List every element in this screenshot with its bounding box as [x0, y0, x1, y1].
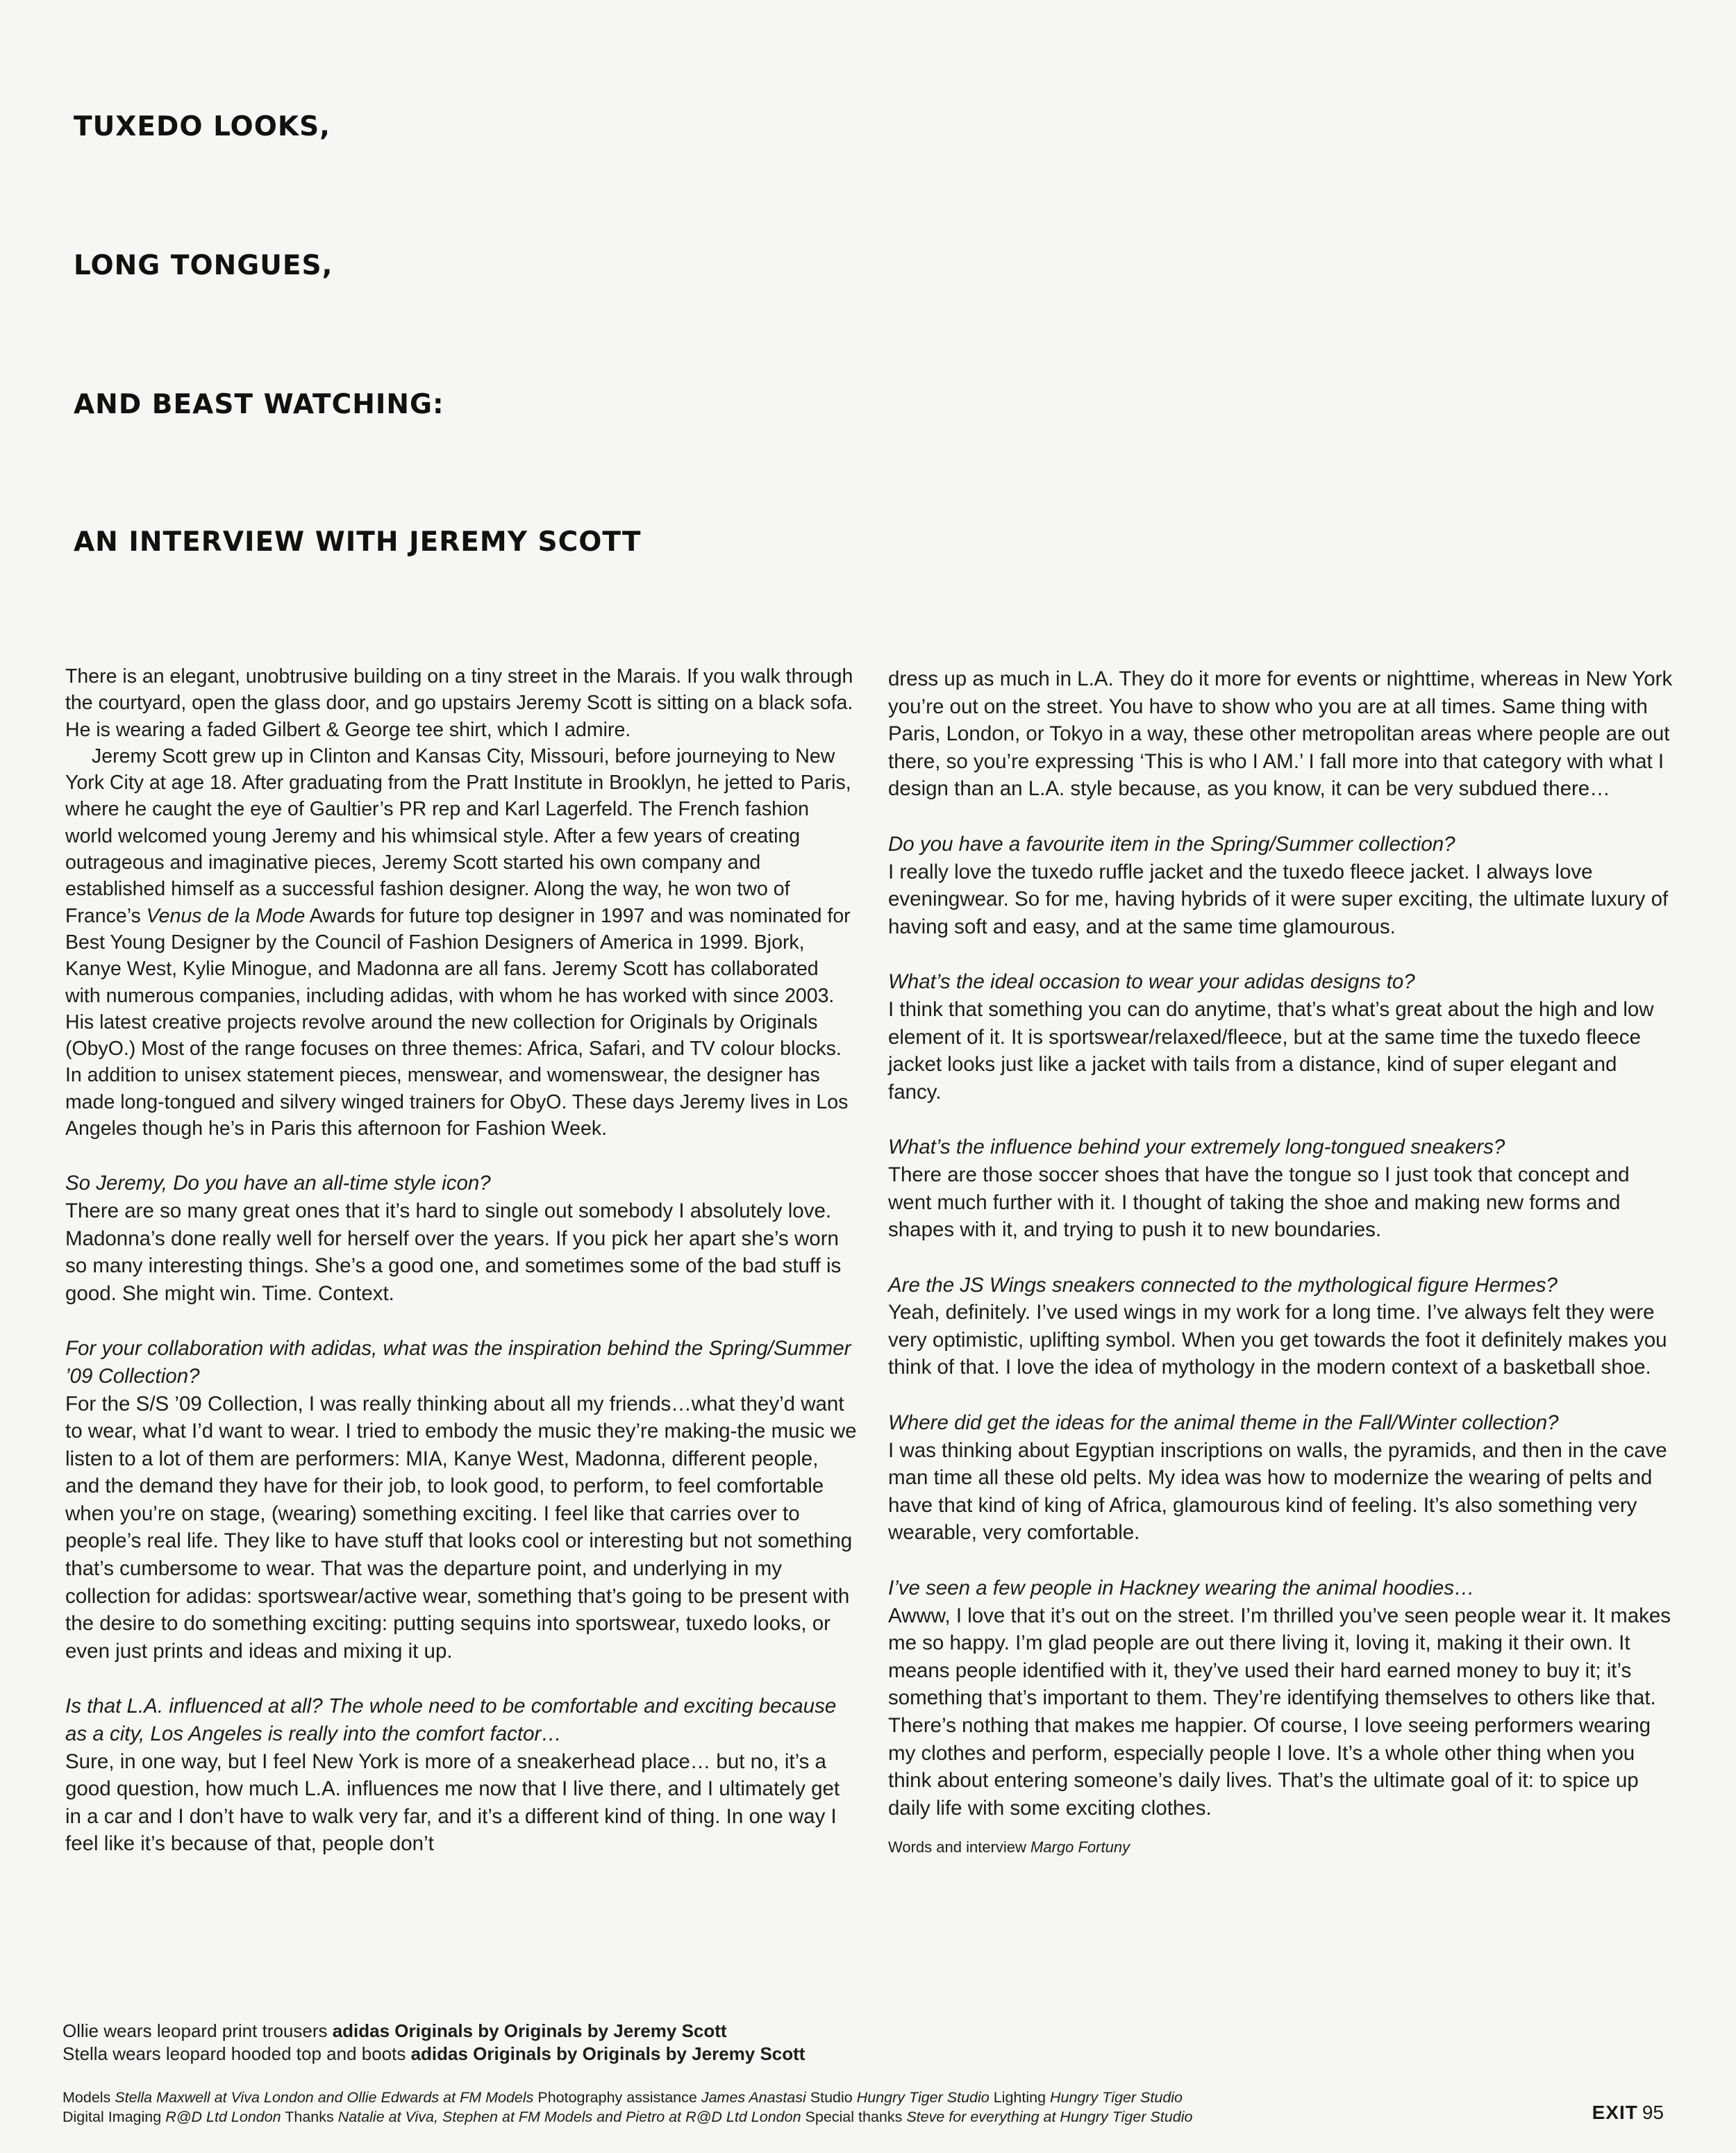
- byline-label: Words and interview: [888, 1838, 1031, 1856]
- intro-paragraph-1: There is an elegant, unobtrusive building on a tiny street in the Marais. If you walk through the courtyard, open the glass door, and go upstairs Jeremy Scott is sitting on a black sofa. He is wearing a faded Gilbert & George tee shirt, which I admire.: [65, 665, 853, 741]
- credit-value: Steve for everything at Hungry Tiger Studio: [906, 2109, 1193, 2125]
- credit-label: Models: [62, 2089, 115, 2106]
- caption-stella: [62, 2043, 1035, 2065]
- headline-line-1: TUXEDO LOOKS,: [74, 111, 331, 142]
- folio: [1592, 2102, 1664, 2124]
- credit-value: Hungry Tiger Studio: [1050, 2089, 1183, 2106]
- question-3: Is that L.A. influenced at all? The whole need to be comfortable and exciting because as a city, Los Angeles is really into the comfort factor…: [65, 1695, 837, 1746]
- headline-line-3: AND BEAST WATCHING:: [74, 389, 444, 420]
- credit-value: R@D Ltd London: [165, 2109, 281, 2125]
- question-6: What’s the influence behind your extremely long-tongued sneakers?: [888, 1136, 1505, 1159]
- byline-author: Margo Fortuny: [1030, 1838, 1130, 1856]
- answer-8: I was thinking about Egyptian inscriptions on walls, the pyramids, and then in the cave man time all these old pelts. My idea was how to modernize the wearing of pelts and have that kind of king of Africa, glamourous kind of feeling. It’s also something very wearable, very comfortable.: [888, 1438, 1667, 1545]
- credit-value: James Anastasi: [701, 2089, 806, 2106]
- award-name: Venus de la Mode: [146, 904, 306, 927]
- question-4: Do you have a favourite item in the Spring/Summer collection?: [888, 832, 1455, 856]
- answer-1: There are so many great ones that it’s hard to single out somebody I absolutely love. Madonna’s done really well for herself over the years. If you pick her apart she’s worn so many interesting things. She’s a good one, and sometimes some of the bad stuff is good. She might win. Time. Context.: [65, 1199, 842, 1305]
- credit-label: Digital Imaging: [62, 2109, 166, 2125]
- credit-value: Natalie at Viva, Stephen at FM Models and Pietro at R@D Ltd London: [337, 2109, 801, 2125]
- headline-line-2: LONG TONGUES,: [74, 250, 333, 281]
- question-2: For your collaboration with adidas, what was the inspiration behind the Spring/Summer ’09 Collection?: [65, 1337, 851, 1388]
- intro: [65, 663, 857, 1142]
- answer-6: There are those soccer shoes that have the tongue so I just took that concept and went much further with it. I thought of taking the shoe and making new forms and shapes with it, and trying to push it to new boundaries.: [888, 1163, 1630, 1242]
- answer-7: Yeah, definitely. I’ve used wings in my work for a long time. I’ve always felt they were very optimistic, uplifting symbol. When you get towards the foot it definitely makes you think of that. I love the idea of mythology in the modern context of a basketball shoe.: [888, 1301, 1667, 1379]
- credit-value: Hungry Tiger Studio: [856, 2089, 990, 2106]
- question-1: So Jeremy, Do you have an all-time style icon?: [65, 1172, 491, 1195]
- left-column: [65, 663, 857, 1858]
- answer-3: Sure, in one way, but I feel New York is more of a sneakerhead place… but no, it’s a good question, how much L.A. influences me now that I live there, and I ultimately get in a car and I don’t have to walk very far, and it’s a different kind of thing. In one way I feel like it’s because of that, people don’t: [65, 1749, 840, 1856]
- credit-value: Stella Maxwell at Viva London and Ollie Edwards at FM Models: [115, 2089, 534, 2106]
- credits-line-1: [62, 2088, 1521, 2107]
- answer-9: Awww, I love that it’s out on the street. I’m thrilled you’ve seen people wear it. It makes me so happy. I’m glad people are out there living it, loving it, making it their own. It means people identified with it, they’ve used their hard earned money to buy it; it’s something that’s important to them. They’re identifying themselves to others like that. There’s nothing that makes me happier. Of course, I love seeing performers wearing my clothes and perform, especially people I love. It’s a whole other thing when you think about entering someone’s daily lives. That’s the ultimate goal of it: to spice up daily life with some exciting clothes.: [888, 1604, 1671, 1820]
- credit-label: Special thanks: [801, 2109, 907, 2125]
- right-column: [888, 665, 1673, 1858]
- byline: [888, 1837, 1673, 1858]
- page-number: 95: [1642, 2102, 1664, 2123]
- intro-paragraph-2: [65, 743, 857, 1142]
- credit-label: Thanks: [281, 2109, 338, 2125]
- credits-line-2: [62, 2107, 1521, 2127]
- caption-ollie: [62, 2020, 1035, 2043]
- credits: [62, 2088, 1521, 2127]
- caption-ollie-brand: adidas Originals by Originals by Jeremy Scott: [332, 2020, 727, 2041]
- intro-p2-end: Awards for future top designer in 1997 and was nominated for Best Young Designer by the Council of Fashion Designers of America in 1999. Bjork, Kanye West, Kylie Minogue, and Madonna are all fans. Jeremy Scott has collaborated with numerous companies, including adidas, with whom he has worked with since 2003. His latest creative projects revolve around the new collection for Originals by Originals (ObyO.) Most of the range focuses on three themes: Africa, Safari, and TV colour blocks. In addition to unisex statement pieces, menswear, and womenswear, the designer has made long-tongued and silvery winged trainers for ObyO. These days Jeremy lives in Los Angeles though he’s in Paris this afternoon for Fashion Week.: [65, 904, 851, 1140]
- answer-5: I think that something you can do anytime, that’s what’s great about the high and low element of it. It is sportswear/relaxed/fleece, but at the same time the tuxedo fleece jacket looks just like a jacket with tails from a distance, kind of super elegant and fancy.: [888, 997, 1654, 1104]
- caption-ollie-text: Ollie wears leopard print trousers: [62, 2020, 333, 2041]
- caption-stella-brand: adidas Originals by Originals by Jeremy Scott: [410, 2043, 806, 2064]
- credit-label: Photography assistance: [533, 2089, 701, 2106]
- magazine-name: EXIT: [1592, 2102, 1638, 2123]
- answer-2: For the S/S ’09 Collection, I was really thinking about all my friends…what they’d want to wear, what I’d want to wear. I tried to embody the music they’re making-the music we listen to a lot of them are performers: MIA, Kanye West, Madonna, different people, and the demand they have for their job, to look good, to perform, to feel comfortable when you’re on stage, (wearing) something exciting. I feel like that carries over to people’s real life. They like to have stuff that looks cool or interesting but not something that’s cumbersome to wear. That was the departure point, and underlying in my collection for adidas: sportswear/active wear, something that’s going to be present with the desire to do something exciting: putting sequins into sportswear, tuxedo looks, or even just prints and ideas and mixing it up.: [65, 1392, 857, 1663]
- question-8: Where did get the ideas for the animal theme in the Fall/Winter collection?: [888, 1411, 1559, 1435]
- question-7: Are the JS Wings sneakers connected to the mythological figure Hermes?: [888, 1273, 1558, 1297]
- question-5: What’s the ideal occasion to wear your adidas designs to?: [888, 970, 1415, 994]
- photo-captions: [62, 2020, 1035, 2065]
- credit-label: Studio: [806, 2089, 857, 2106]
- answer-3-continued: dress up as much in L.A. They do it more for events or nighttime, whereas in New York you’re out on the street. You have to show who you are at all times. Same thing with Paris, London, or Tokyo in a way, these other metropolitan areas where people are out there, so you’re expressing ‘This is who I AM.’ I fall more into that category with what I design than an L.A. style because, as you know, it can be very subdued there…: [888, 667, 1673, 801]
- caption-stella-text: Stella wears leopard hooded top and boots: [62, 2043, 411, 2064]
- intro-p2-start: Jeremy Scott grew up in Clinton and Kansas City, Missouri, before journeying to New York City at age 18. After graduating from the Pratt Institute in Brooklyn, he jetted to Paris, where he caught the eye of Gaultier’s PR rep and Karl Lagerfeld. The French fashion world welcomed young Jeremy and his whimsical style. After a few years of creating outrageous and imaginative pieces, Jeremy Scott started his own company and established himself as a successful fashion designer. Along the way, he won two of France’s: [65, 745, 851, 927]
- credit-label: Lighting: [989, 2089, 1050, 2106]
- question-9: I’ve seen a few people in Hackney wearing the animal hoodies…: [888, 1577, 1475, 1600]
- headline-line-4: AN INTERVIEW WITH JEREMY SCOTT: [74, 526, 642, 558]
- answer-4: I really love the tuxedo ruffle jacket and the tuxedo fleece jacket. I always love eveningwear. So for me, having hybrids of it were super exciting, the ultimate luxury of having soft and easy, and at the same time glamourous.: [888, 860, 1669, 938]
